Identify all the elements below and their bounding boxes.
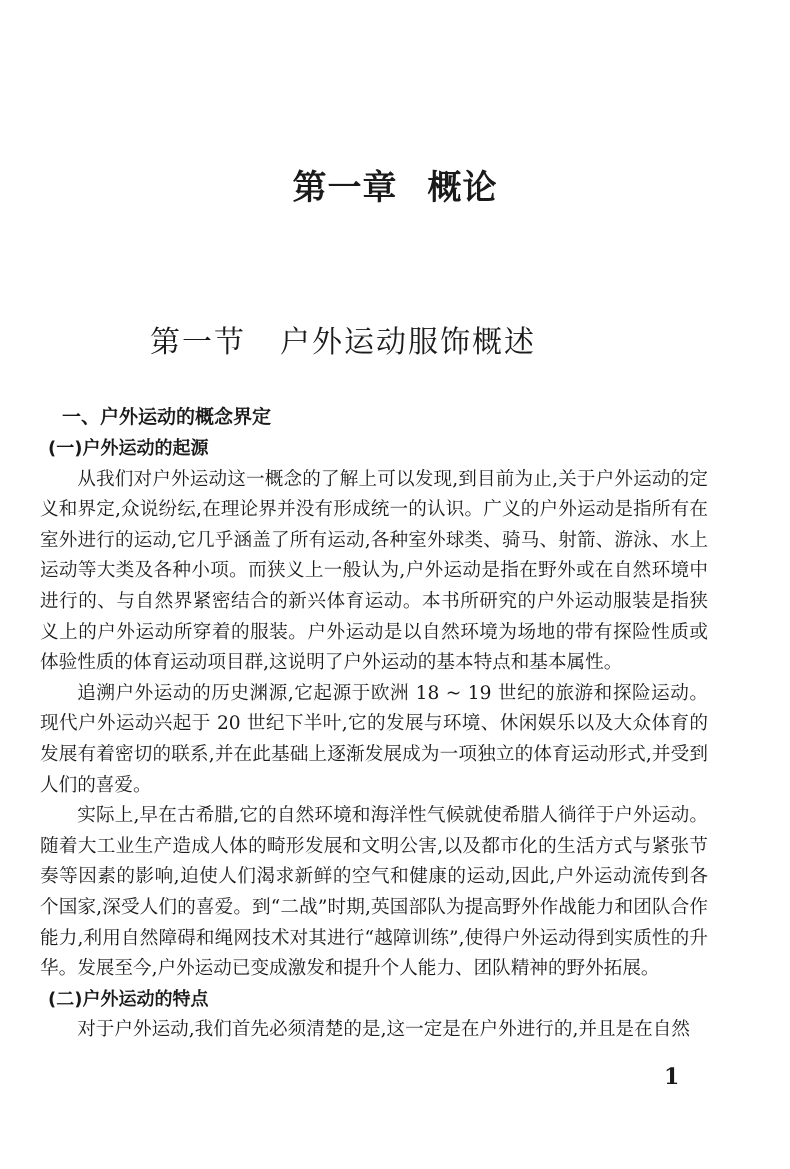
section-label: 第一节 — [150, 325, 246, 360]
heading-origin: (一)户外运动的起源 — [48, 438, 209, 459]
chapter-name: 概论 — [427, 168, 498, 208]
chapter-label: 第一章 — [292, 168, 398, 208]
section-name: 户外运动服饰概述 — [280, 325, 536, 360]
chapter-title — [0, 158, 790, 218]
paragraph-origin-1: 从我们对户外运动这一概念的了解上可以发现,到目前为止,关于户外运动的定义和界定,众说纷纭,在理论界并没有形成统一的认识。广义的户外运动是指所有在室外进行的运动,它几乎涵盖了所有运动,各种室外球类、骑马、射箭、游泳、水上运动等大类及各种小项。而狭义上一般认为,户外运动是指在野外或在自然环境中进行的、与自然界紧密结合的新兴体育运动。本书所研究的户外运动服装是指狭义上的户外运动所穿着的服装。户外运动是以自然环境为场地的带有探险性质或体验性质的体育运动项目群,这说明了户外运动的基本特点和基本属性。 — [40, 468, 708, 674]
paragraph-origin-2: 追溯户外运动的历史渊源,它起源于欧洲 18 ~ 19 世纪的旅游和探险运动。现代户外运动兴起于 20 世纪下半叶,它的发展与环境、休闲娱乐以及大众体育的发展有着密切的联系,并在此基础上逐渐发展成为一项独立的体育运动形式,并受到人们的喜爱。 — [40, 682, 708, 796]
paragraph-features-1: 对于户外运动,我们首先必须清楚的是,这一定是在户外进行的,并且是在自然 — [77, 1019, 690, 1041]
heading-concept-definition: 一、户外运动的概念界定 — [62, 406, 272, 428]
page-number: 1 — [664, 1064, 680, 1090]
section-title — [150, 318, 536, 368]
heading-features: (二)户外运动的特点 — [48, 988, 209, 1010]
paragraph-origin-3: 实际上,早在古希腊,它的自然环境和海洋性气候就使希腊人徜徉于户外运动。随着大工业生产造成人体的畸形发展和文明公害,以及都市化的生活方式与紧张节奏等因素的影响,迫使人们渴求新鲜的空气和健康的运动,因此,户外运动流传到各个国家,深受人们的喜爱。到“二战”时期,英国部队为提高野外作战能力和团队合作能力,利用自然障碍和绳网技术对其进行“越障训练”,使得户外运动得到实质性的升华。发展至今,户外运动已变成激发和提升个人能力、团队精神的野外拓展。 — [40, 805, 708, 980]
body-text — [40, 434, 708, 1046]
